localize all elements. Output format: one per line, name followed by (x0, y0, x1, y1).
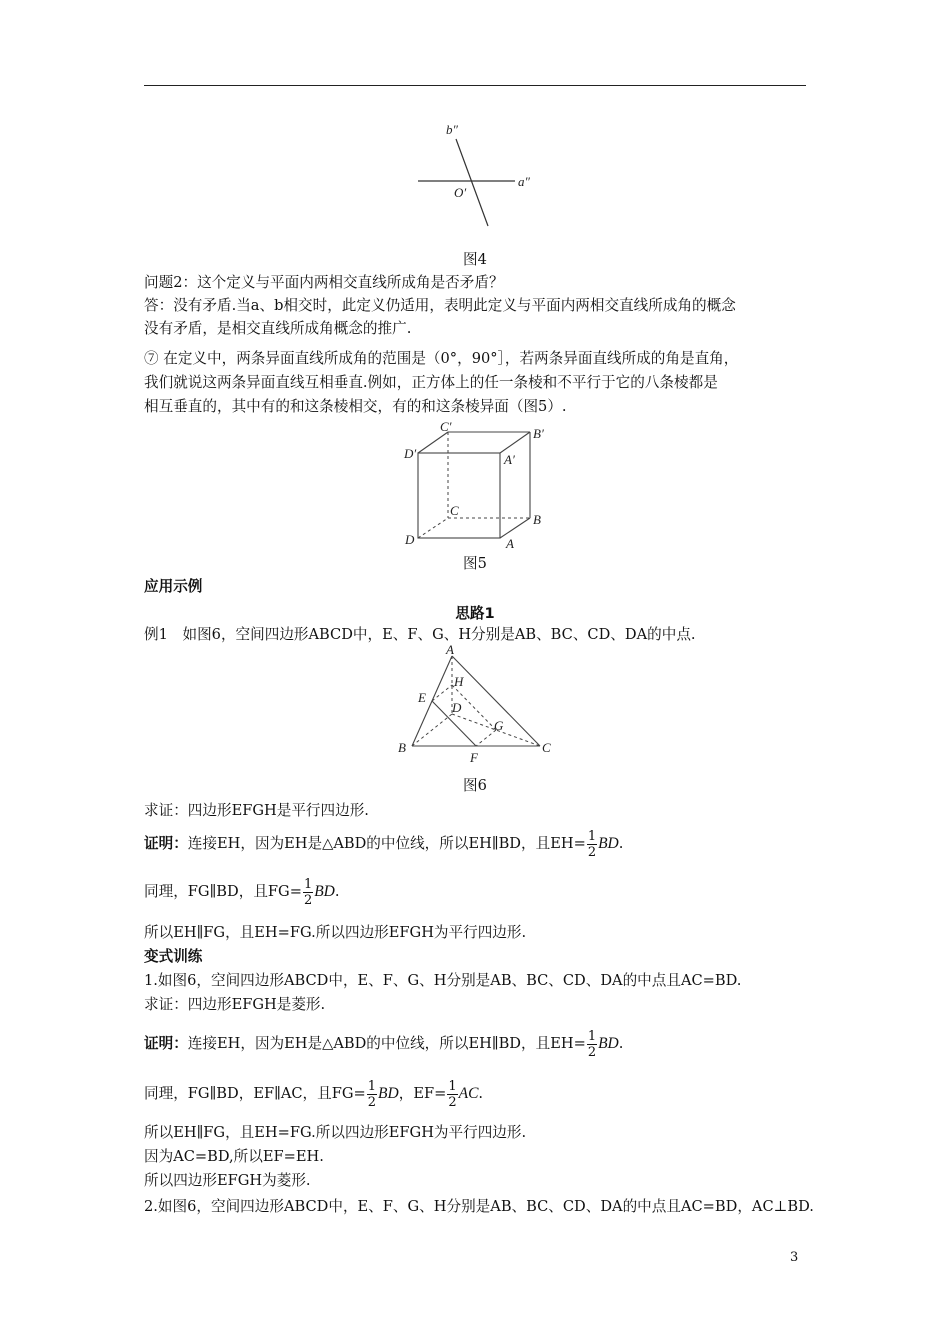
fig5-caption: 图5 (463, 555, 487, 572)
item7-line-1: ⑦ 在定义中，两条异面直线所成角的范围是（0°，90°］，若两条异面直线所成的角是直角， (144, 350, 739, 367)
fraction-half: $\frac{1}{2}$ (587, 1028, 597, 1060)
fig4-label-a: a″ (518, 174, 530, 189)
subsection-title: 思路1 (455, 605, 495, 622)
variant-1-proof-line-2: 同理，FG∥BD，EF∥AC，且FG= $\frac{1}{2}$ BD，EF= $\frac{1}{2}$ AC. (144, 1078, 484, 1110)
proof-1-text-2: 同理，FG∥BD，且FG= (144, 883, 302, 900)
proof-label: 证明： (144, 1035, 188, 1052)
section-title: 应用示例 (144, 578, 203, 595)
question-2: 问题2：这个定义与平面内两相交直线所成角是否矛盾？ (144, 274, 504, 291)
variant-1-prove: 求证：四边形EFGH是菱形. (144, 996, 326, 1013)
variant-1-line-5: 所以四边形EFGH为菱形. (144, 1172, 311, 1189)
fraction-half: $\frac{1}{2}$ (448, 1078, 457, 1110)
fig5-label-c1: C′ (440, 419, 452, 434)
prove-1: 求证：四边形EFGH是平行四边形. (144, 802, 369, 819)
fig6-label-a: A (446, 642, 454, 657)
fig5-label-b1: B′ (533, 426, 544, 441)
fig4-label-b: b″ (446, 122, 458, 137)
fraction-half: $\frac{1}{2}$ (303, 876, 313, 908)
proof-1-line-1: 证明：连接EH，因为EH是△ABD的中位线，所以EH∥BD，且EH= $\frac{1}{2}$ BD. (144, 828, 624, 860)
fig6-label-d: D (452, 700, 462, 715)
example-1: 例1 如图6，空间四边形ABCD中，E、F、G、H分别是AB、BC、CD、DA的中点. (144, 626, 696, 643)
proof-label: 证明： (144, 835, 188, 852)
item7-line-3: 相互垂直的，其中有的和这条棱相交，有的和这条棱异面（图5）. (144, 398, 567, 415)
fig6-label-c: C (542, 740, 551, 755)
fig5-label-c: C (450, 503, 459, 518)
fig5-label-d: D (405, 532, 415, 547)
fig6-label-f: F (470, 750, 478, 765)
variant-2-question: 2.如图6，空间四边形ABCD中，E、F、G、H分别是AB、BC、CD、DA的中点且AC=BD，AC⊥BD. (144, 1198, 814, 1215)
fig5-label-d1: D′ (404, 446, 417, 461)
proof-1-text-1: 连接EH，因为EH是△ABD的中位线，所以EH∥BD，且EH= (187, 835, 586, 852)
fig5-label-a: A (506, 536, 514, 551)
figure-6 (394, 642, 564, 770)
fig6-label-b: B (398, 740, 406, 755)
proof-1-line-2: 同理，FG∥BD，且FG= $\frac{1}{2}$ BD. (144, 876, 340, 908)
answer-line-2: 没有矛盾，是相交直线所成角概念的推广. (144, 320, 412, 337)
fig4-caption: 图4 (463, 251, 487, 268)
figure-5 (400, 418, 560, 553)
variant-1-question: 1.如图6，空间四边形ABCD中，E、F、G、H分别是AB、BC、CD、DA的中点且AC=BD. (144, 972, 742, 989)
answer-line-1: 答：没有矛盾.当a、b相交时，此定义仍适用，表明此定义与平面内两相交直线所成角的概念 (144, 297, 736, 314)
proof-1-line-3: 所以EH∥FG，且EH=FG.所以四边形EFGH为平行四边形. (144, 924, 527, 941)
variant-1-line-4: 因为AC=BD,所以EF=EH. (144, 1148, 324, 1165)
fig5-label-b: B (533, 512, 541, 527)
item7-line-2: 我们就说这两条异面直线互相垂直.例如，正方体上的任一条棱和不平行于它的八条棱都是 (144, 374, 718, 391)
figure-4 (410, 118, 550, 233)
header-rule (144, 85, 806, 86)
variant-1-proof-line-1: 证明：连接EH，因为EH是△ABD的中位线，所以EH∥BD，且EH= $\frac{1}{2}$ BD. (144, 1028, 624, 1060)
fig4-label-o: O′ (454, 185, 467, 200)
variant-1-line-3: 所以EH∥FG，且EH=FG.所以四边形EFGH为平行四边形. (144, 1124, 527, 1141)
fig5-label-a1: A′ (504, 452, 515, 467)
page-number: 3 (790, 1250, 799, 1265)
fraction-half: $\frac{1}{2}$ (587, 828, 597, 860)
fig6-label-g: G (494, 718, 504, 733)
fig6-label-h: H (454, 674, 464, 689)
variant-title: 变式训练 (144, 948, 203, 965)
fig6-caption: 图6 (463, 777, 487, 794)
fraction-half: $\frac{1}{2}$ (367, 1078, 377, 1110)
fig6-label-e: E (418, 690, 426, 705)
